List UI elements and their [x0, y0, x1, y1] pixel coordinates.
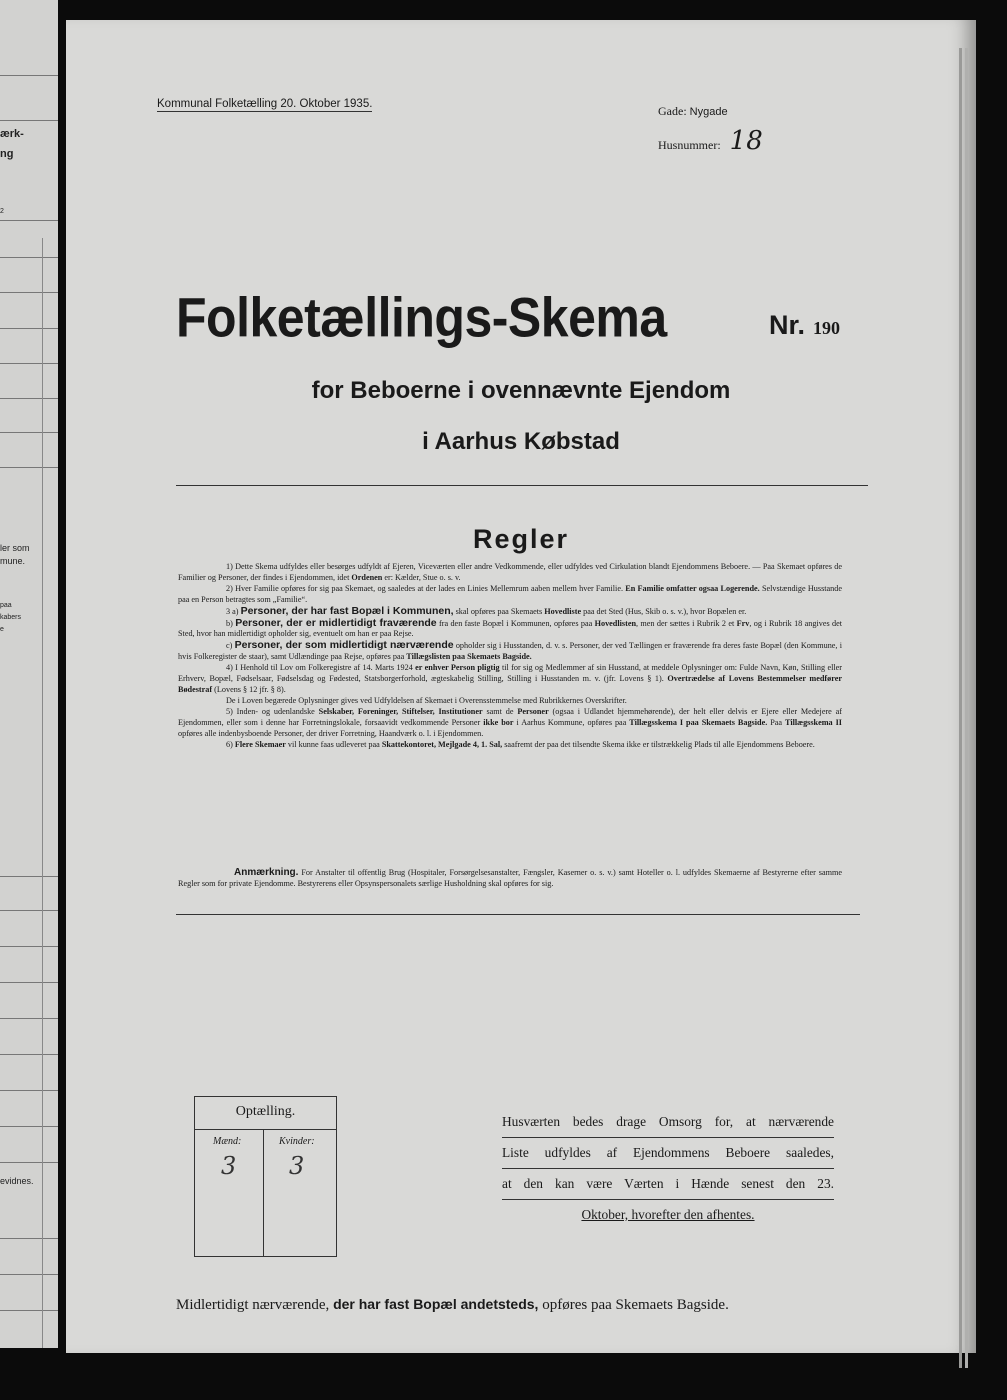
- page-fragment: kabers: [0, 614, 22, 621]
- form-location: i Aarhus Købstad: [422, 428, 620, 455]
- column-line: [42, 238, 43, 1348]
- form-subtitle: for Beboerne i ovennævnte Ejendom: [311, 377, 731, 404]
- page-fragment: evidnes.: [0, 1176, 34, 1186]
- census-form-page: [66, 20, 976, 1353]
- rule-5: 5) Inden- og udenlandske Selskaber, Foreninger, Stiftelser, Institutioner samt de Personer (ogsaa i Udlandet hjemmehørende), der helt eller delvis er Ejere eller Medejere af Ejendommen, eller som i denne har Forretningslokale, forsaavidt vedkommende Personer ikke bor i Aarhus Kommune, opføres paa Tillægsskema I paa Skemaets Bagside. Paa Tillægsskema II opføres alle indenbysboende Personer, der driver Forretning, Haandværk o. l. i Ejendommen.: [178, 706, 843, 738]
- instruction-line: at den kan være Værten i Hænde senest den 23.: [502, 1168, 834, 1200]
- rule-1: 1) Dette Skema udfyldes eller besørges udfyldt af Ejeren, Viceværten eller andre Vedkommende, eller udfyldes ved Cirkulation blandt Ejendommens Beboere. — Paa Skemaet opføres de Familier og Personer, der findes i Ejendommen, idet Ordenen er: Kælder, Stue o. s. v.: [178, 562, 842, 582]
- rule-4-cont: De i Loven begærede Oplysninger gives ved Udfyldelsen af Skemaet i Overensstemmelse med Rubrikkernes Overskrifter.: [226, 695, 627, 705]
- divider: [0, 363, 58, 364]
- divider: [0, 220, 58, 221]
- divider: [0, 292, 58, 293]
- divider: [0, 398, 58, 399]
- divider: [0, 1126, 58, 1127]
- instruction-line: Oktober, hvorefter den afhentes.: [581, 1207, 755, 1222]
- previous-page-strip: [0, 0, 58, 1348]
- divider: [0, 1090, 58, 1091]
- house-number-value: 18: [729, 126, 763, 156]
- page-fragment: ler som: [0, 543, 30, 553]
- divider: [0, 120, 58, 121]
- divider: [0, 1238, 58, 1239]
- rule-3c: c) Personer, der som midlertidigt nærværende opholder sig i Husstanden, d. v. s. Personer, der ved Tællingen er fraværende fra deres faste Bopæl (den Kommune, i hvis Folkeregister de staar), samt Udlændinge paa Rejse, opføres paa Tillægslisten paa Skemaets Bagside.: [178, 639, 842, 662]
- remark-label: Anmærkning.: [234, 867, 299, 878]
- divider: [0, 1054, 58, 1055]
- divider: [0, 910, 58, 911]
- form-title: Folketællings-Skema: [176, 286, 667, 349]
- divider: [176, 914, 860, 915]
- house-number-field: [658, 126, 763, 156]
- rule-3a: 3 a) Personer, der har fast Bopæl i Kommunen, skal opføres paa Skemaets Hovedliste paa det Sted (Hus, Skib o. s. v.), hvor Bopælen er.: [226, 604, 747, 617]
- divider: [0, 1274, 58, 1275]
- instruction-line: Husværten bedes drage Omsorg for, at nærværende: [502, 1106, 834, 1138]
- count-box: [194, 1096, 337, 1257]
- house-number-label: Husnummer:: [658, 138, 721, 152]
- page-fragment: ærk-: [0, 128, 24, 140]
- footer-note: Midlertidigt nærværende, der har fast Bopæl andetsteds, opføres paa Skemaets Bagside.: [176, 1296, 729, 1313]
- divider: [0, 328, 58, 329]
- page-fragment: paa: [0, 602, 12, 609]
- divider: [176, 485, 868, 486]
- divider: [0, 467, 58, 468]
- count-divider: [263, 1130, 264, 1256]
- rule-2: 2) Hver Familie opføres for sig paa Skemaet, og saaledes at der lades en Linies Mellemrum aaben mellem hver Familie. En Familie omfatter ogsaa Logerende. Selvstændige Husstande paa en Person betragtes som „Familie“.: [178, 583, 842, 604]
- men-count: 3: [221, 1152, 237, 1180]
- census-header: Kommunal Folketælling 20. Oktober 1935.: [157, 98, 373, 110]
- page-edge: [965, 48, 968, 1368]
- page-fragment: mune.: [0, 556, 26, 566]
- page-fragment: e: [0, 626, 4, 633]
- page-fragment: ng: [0, 148, 14, 160]
- divider: [0, 1162, 58, 1163]
- page-edge: [959, 48, 962, 1368]
- form-number: [769, 310, 840, 341]
- remark-text: For Anstalter til offentlig Brug (Hospitaler, Forsørgelsesanstalter, Fængsler, Kaserner o. s. v.) samt Hoteller o. l. udfyldes Skemaerne af Bestyrerne efter samme Regler som for private Ejendomme. Bestyrerens eller Opsynspersonalets særlige Husholdning skal opføres for sig.: [178, 868, 842, 888]
- landlord-instruction: [502, 1106, 834, 1229]
- remark-note: [178, 868, 842, 890]
- rules-text: [178, 562, 842, 750]
- divider: [0, 257, 58, 258]
- page-fragment: 2: [0, 208, 4, 215]
- rule-6: 6) Flere Skemaer vil kunne faas udleveret paa Skattekontoret, Mejlgade 4, 1. Sal, saafremt der paa det tilsendte Skema ikke er tilstrækkelig Plads til alle Ejendommens Beboere.: [226, 739, 815, 749]
- men-label: Mænd:: [213, 1136, 242, 1147]
- divider: [0, 946, 58, 947]
- divider: [0, 982, 58, 983]
- divider: [0, 1018, 58, 1019]
- form-number-label: Nr.: [769, 310, 806, 340]
- women-count: 3: [289, 1152, 305, 1180]
- street-label: Gade:: [658, 104, 687, 118]
- women-label: Kvinder:: [279, 1136, 315, 1147]
- street-field: [658, 104, 728, 119]
- instruction-line: Liste udfyldes af Ejendommens Beboere saaledes,: [502, 1137, 834, 1169]
- count-title: Optælling.: [195, 1097, 336, 1130]
- divider: [0, 432, 58, 433]
- divider: [0, 876, 58, 877]
- rules-heading: Regler: [472, 524, 570, 554]
- divider: [0, 1310, 58, 1311]
- rule-3b: b) Personer, der er midlertidigt fraværende fra den faste Bopæl i Kommunen, opføres paa Hovedlisten, men der sættes i Rubrik 2 et Frv, og i Rubrik 18 angives det Sted, hvor han midlertidigt opholder sig, eventuelt om han er paa Rejse.: [178, 616, 843, 639]
- divider: [0, 75, 58, 76]
- rule-4: 4) I Henhold til Lov om Folkeregistre af 14. Marts 1924 er enhver Person pligtig til for sig og Medlemmer af sin Husstand, at meddele Oplysninger om: Fulde Navn, Køn, Stilling eller Erhverv, Bopæl, Fødselsaar, Fødselsdag og Fødested, Statsborgerforhold, ægteskabelig Stilling, Stilling i Husstanden m. v. (jfr. Lovens § 1). Overtrædelse af Lovens Bestemmelser medfører Bødestraf (Lovens § 12 jfr. § 8).: [178, 663, 842, 694]
- street-value: Nygade: [689, 106, 728, 118]
- form-number-value: 190: [813, 318, 841, 338]
